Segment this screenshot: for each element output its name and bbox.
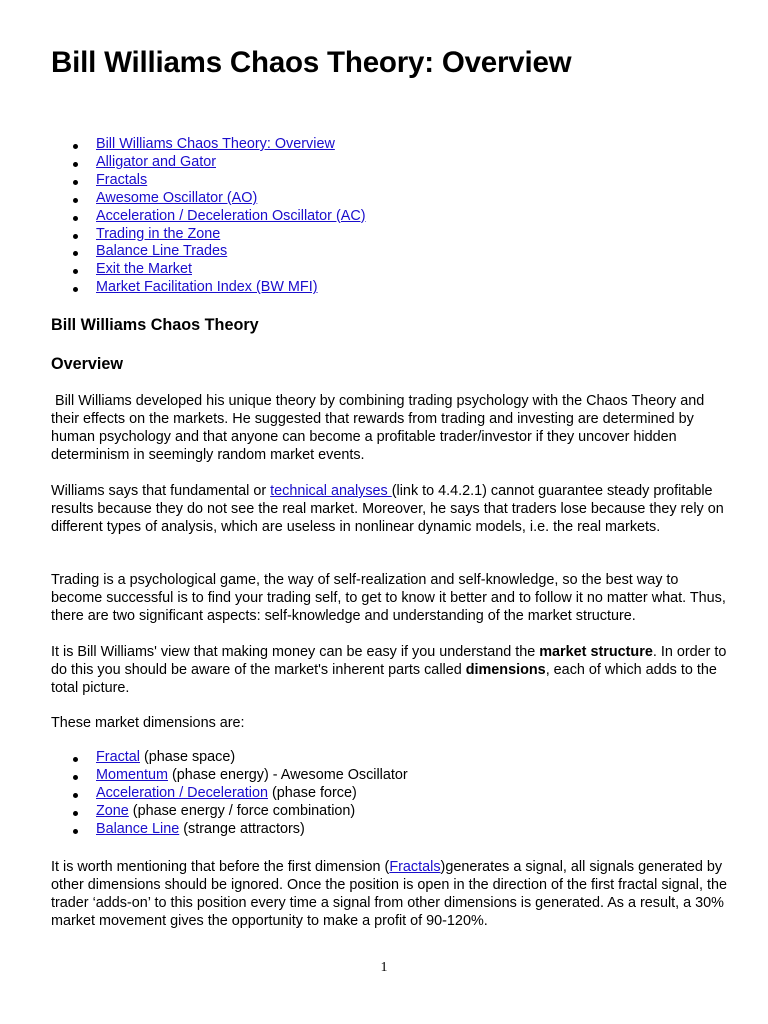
toc-link-mfi[interactable]: Market Facilitation Index (BW MFI) bbox=[96, 279, 318, 296]
toc-link-balance-line[interactable]: Balance Line Trades bbox=[96, 243, 228, 260]
fractal-link[interactable]: Fractal bbox=[96, 749, 140, 765]
text-span: It is Bill Williams' view that making money can be easy if you understand the bbox=[51, 644, 540, 660]
dimension-desc: (strange attractors) bbox=[179, 820, 305, 837]
paragraph-intro: Bill Williams developed his unique theory by combining trading psychology with the Chaos Theory and their effects on the markets. He suggested that rewards from trading and investing are determined by human psychology and that anyone can become a profitable trader/investor if they uncover hidden determinism in seemingly random market events. bbox=[51, 393, 709, 463]
toc-link-awesome-oscillator[interactable]: Awesome Oscillator (AO) bbox=[96, 189, 258, 206]
section-heading: Bill Williams Chaos Theory bbox=[51, 316, 259, 334]
dimension-item bbox=[51, 803, 408, 821]
text-span: (link to 4.4.2.1) cannot guarantee steady profitable results because they do not see the real market. Moreover, he says that traders lose because they rely on different types of analysis, which are useless in nonlinear dynamic models, i.e. the real markets. bbox=[51, 483, 724, 535]
text-span: . In order to do this you should be aware of the market's inherent parts called bbox=[51, 644, 727, 678]
dimension-item bbox=[51, 821, 408, 839]
bold-market-structure: market structure bbox=[539, 644, 653, 660]
bold-dimensions: dimensions bbox=[465, 662, 546, 678]
paragraph-analysis bbox=[51, 482, 731, 536]
balance-line-link[interactable]: Balance Line bbox=[96, 820, 180, 837]
table-of-contents bbox=[51, 136, 366, 297]
paragraph-dimensions-intro: These market dimensions are: bbox=[51, 715, 245, 731]
fractals-link[interactable]: Fractals bbox=[389, 859, 441, 875]
toc-item bbox=[51, 190, 366, 208]
toc-item bbox=[51, 136, 366, 154]
toc-item bbox=[51, 243, 366, 261]
toc-item bbox=[51, 226, 366, 244]
toc-item bbox=[51, 261, 366, 279]
text-span: , each of which adds to the total picture. bbox=[51, 662, 717, 696]
text-span: Williams says that fundamental or bbox=[51, 483, 271, 499]
toc-item bbox=[51, 172, 366, 190]
toc-link-alligator[interactable]: Alligator and Gator bbox=[96, 153, 216, 170]
toc-item bbox=[51, 208, 366, 226]
toc-link-fractals[interactable]: Fractals bbox=[96, 171, 148, 188]
momentum-link[interactable]: Momentum bbox=[96, 766, 168, 783]
paragraph-fractals bbox=[51, 858, 731, 930]
zone-link[interactable]: Zone bbox=[96, 802, 129, 819]
dimension-item bbox=[51, 785, 408, 803]
paragraph-structure bbox=[51, 643, 731, 697]
sub-heading: Overview bbox=[51, 355, 123, 373]
page-title: Bill Williams Chaos Theory: Overview bbox=[51, 46, 572, 79]
toc-item bbox=[51, 279, 366, 297]
paragraph-psychology: Trading is a psychological game, the way of self-realization and self-knowledge, so the best way to become successful is to find your trading self, to get to know it better and to follow it no matter what. Thus, there are two significant aspects: self-knowledge and understanding of the market structure. bbox=[51, 572, 726, 624]
acceleration-deceleration-link[interactable]: Acceleration / Deceleration bbox=[96, 784, 268, 801]
dimension-desc: (phase energy / force combination) bbox=[128, 802, 356, 819]
page-number: 1 bbox=[380, 960, 388, 975]
toc-item bbox=[51, 154, 366, 172]
dimensions-list bbox=[51, 749, 408, 839]
toc-link-exit-market[interactable]: Exit the Market bbox=[96, 261, 192, 278]
toc-link-trading-zone[interactable]: Trading in the Zone bbox=[96, 225, 221, 242]
technical-analyses-link[interactable]: technical analyses bbox=[270, 483, 392, 499]
dimension-item bbox=[51, 749, 408, 767]
toc-link-overview[interactable]: Bill Williams Chaos Theory: Overview bbox=[96, 136, 335, 152]
dimension-desc: (phase energy) - Awesome Oscillator bbox=[167, 766, 408, 783]
dimension-item bbox=[51, 767, 408, 785]
text-span: It is worth mentioning that before the first dimension ( bbox=[51, 859, 390, 875]
toc-link-ac-oscillator[interactable]: Acceleration / Deceleration Oscillator (AC) bbox=[96, 207, 366, 224]
dimension-desc: (phase force) bbox=[267, 784, 357, 801]
dimension-desc: (phase space) bbox=[139, 749, 236, 765]
text-span: )generates a signal, all signals generated by other dimensions should be ignored. Once the position is open in the direction of the first fractal signal, the trader ‘adds-on’ to this position every time a signal from other dimensions is generated. As a result, a 30% market movement gives the opportunity to make a profit of 90-120%. bbox=[51, 859, 727, 929]
